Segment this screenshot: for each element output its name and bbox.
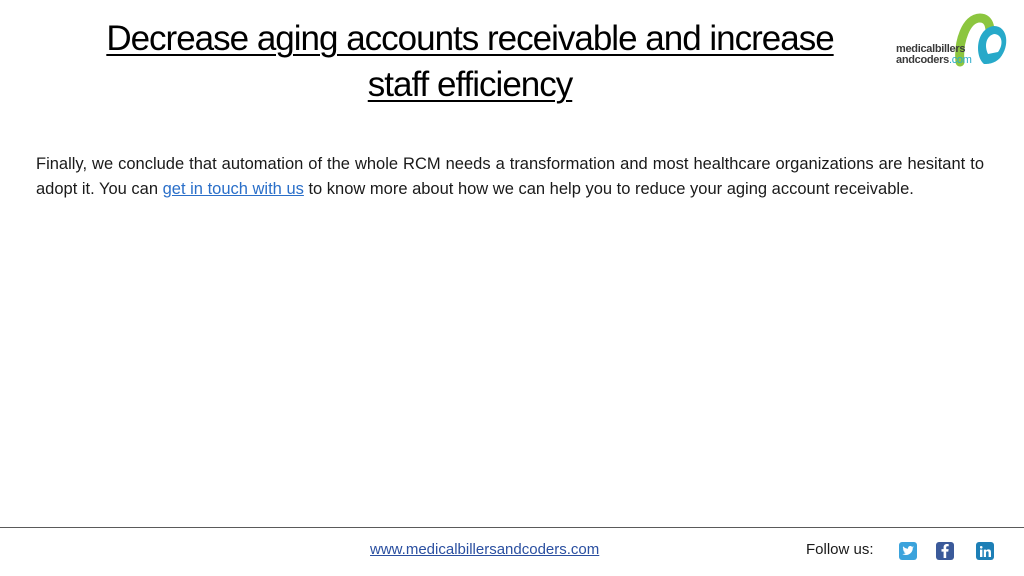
footer-website-link[interactable]: www.medicalbillersandcoders.com xyxy=(370,541,600,558)
body-paragraph xyxy=(36,152,984,202)
body-text-before-link: Finally, we conclude that automation of the whole RCM needs a transformation and most healthcare organizations are hesitant to adopt it. You can xyxy=(36,155,984,198)
facebook-f-icon xyxy=(941,544,949,558)
company-logo xyxy=(892,12,1016,72)
logo-line-2-main: andcoders xyxy=(896,54,949,66)
title-line-1: Decrease aging accounts receivable and increase xyxy=(106,19,834,58)
logo-line-2 xyxy=(896,55,972,66)
slide-title xyxy=(40,16,900,108)
linkedin-in-icon xyxy=(980,546,991,557)
twitter-bird-icon xyxy=(902,546,914,556)
follow-us-label: Follow us: xyxy=(806,541,874,558)
body-text-after-link: to know more about how we can help you to reduce your aging account receivable. xyxy=(303,180,914,198)
contact-link[interactable]: get in touch with us xyxy=(162,180,304,198)
title-line-2: staff efficiency xyxy=(367,65,573,104)
linkedin-icon[interactable] xyxy=(976,542,994,560)
twitter-icon[interactable] xyxy=(899,542,917,560)
logo-line-2-suffix: .com xyxy=(948,54,972,66)
logo-line-1: medicalbillers xyxy=(896,43,966,55)
facebook-icon[interactable] xyxy=(936,542,954,560)
footer-divider xyxy=(0,527,1024,528)
logo-wordmark xyxy=(896,44,972,66)
